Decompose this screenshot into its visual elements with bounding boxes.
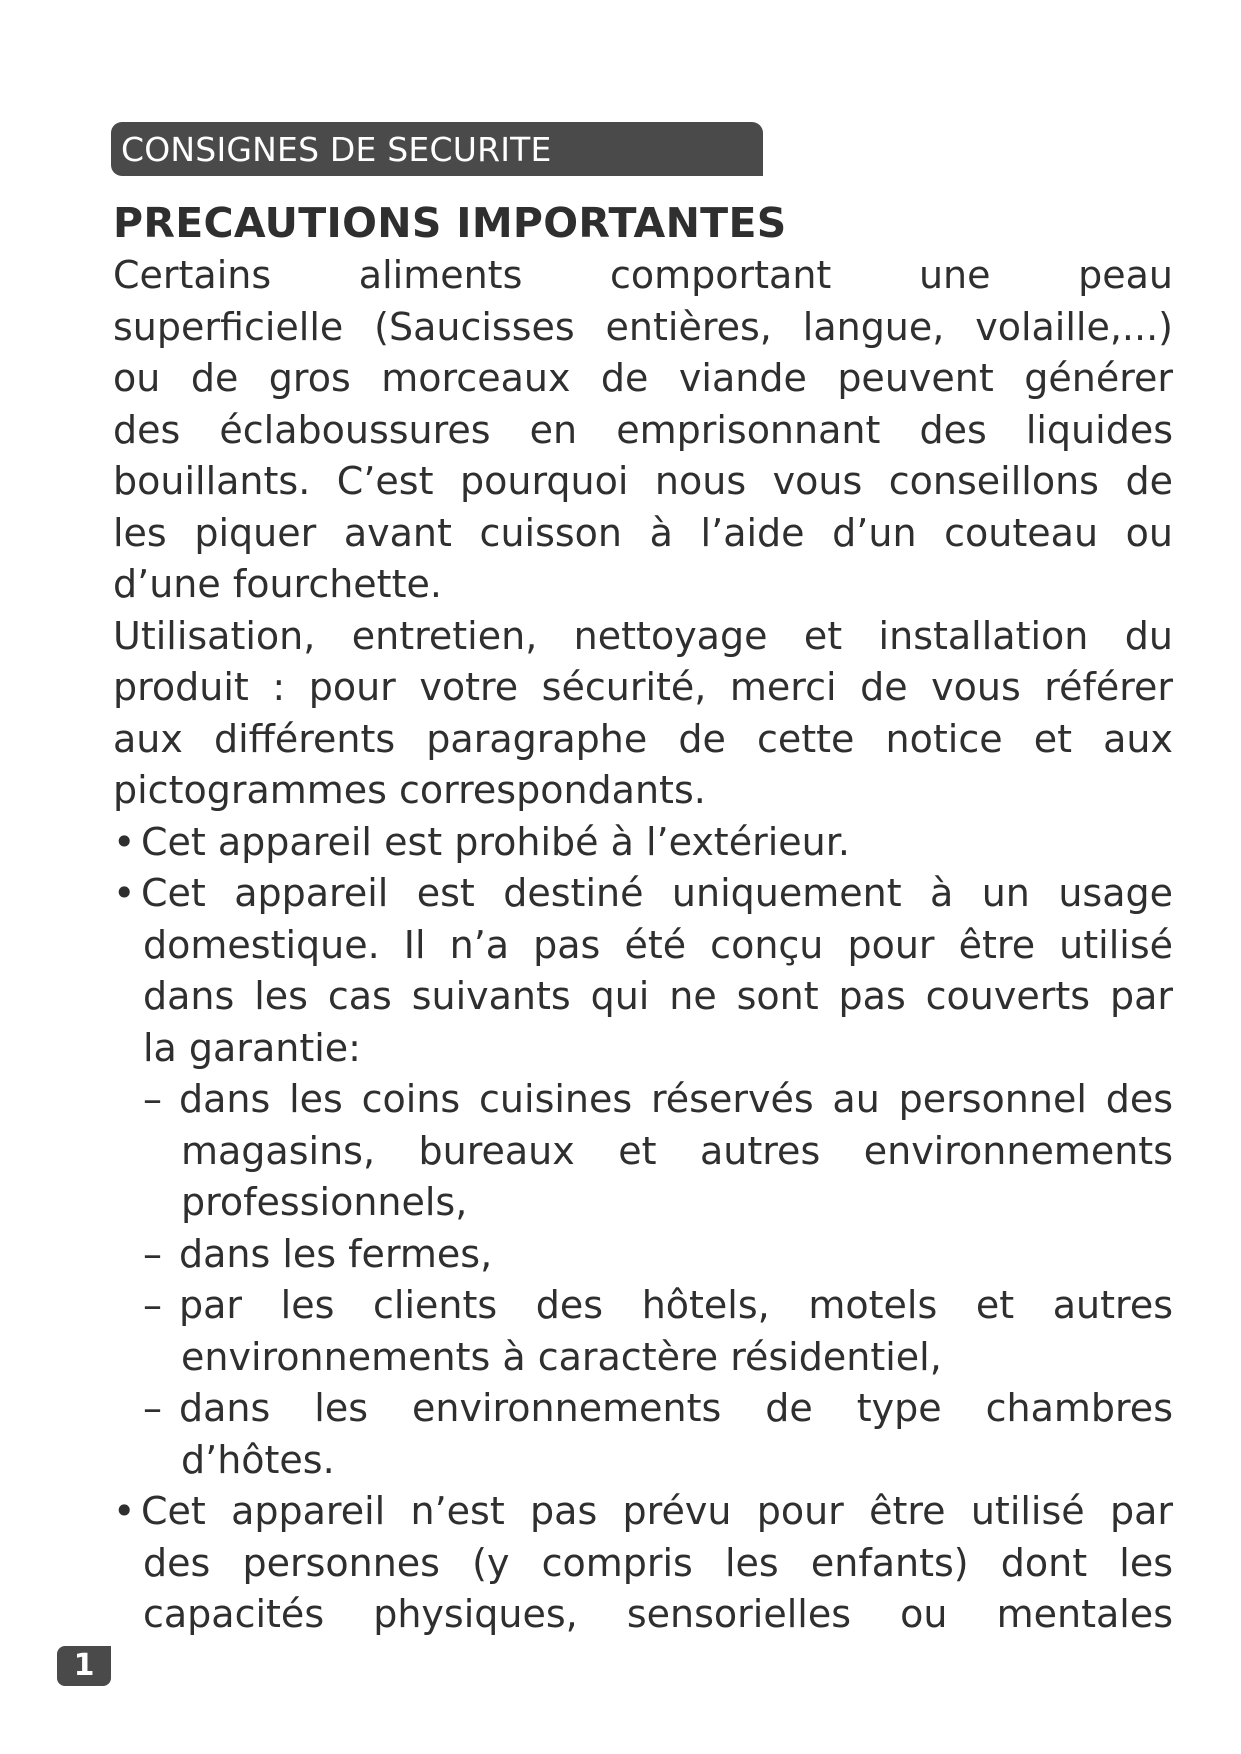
dash-item-farms	[143, 1229, 1173, 1281]
document-body	[113, 196, 1173, 1641]
text-line: d’une fourchette.	[113, 562, 442, 606]
text-line: dans les fermes,	[179, 1231, 493, 1276]
page-title: PRECAUTIONS IMPORTANTES	[113, 199, 787, 247]
text-line: environnements à caractère résidentiel,	[181, 1334, 942, 1379]
text-line: superficielle (Saucisses entières, langue, volaille,...)	[113, 304, 1173, 349]
text-line: Cet appareil est destiné uniquement à un usage	[141, 871, 1173, 915]
text-line: dans les coins cuisines réservés au personnel des	[179, 1077, 1173, 1121]
usage-paragraph	[113, 611, 1173, 817]
dash-mark: –	[143, 1386, 162, 1430]
intro-paragraph	[113, 250, 1173, 611]
text-line: produit : pour votre sécurité, merci de vous référer	[113, 665, 1173, 709]
bullet-mark: •	[113, 1489, 136, 1533]
text-line: ou de gros morceaux de viande peuvent générer	[113, 356, 1173, 400]
text-line: dans les environnements de type chambres	[179, 1386, 1173, 1430]
dash-item-staff-kitchens	[143, 1074, 1173, 1229]
bullet-item-domestic-use	[113, 868, 1173, 1486]
text-line: Utilisation, entretien, nettoyage et installation du	[113, 613, 1173, 658]
text-line: d’hôtes.	[181, 1437, 335, 1482]
dash-item-guest-houses	[143, 1383, 1173, 1486]
text-line: aux différents paragraphe de cette notice et aux	[113, 716, 1173, 761]
dash-mark: –	[143, 1283, 162, 1327]
page-number: 1	[73, 1648, 95, 1683]
bullet-item-reduced-capacities	[113, 1486, 1173, 1641]
page-number-badge	[57, 1646, 111, 1686]
text-line: Certains aliments comportant une peau	[113, 253, 1173, 297]
text-line: magasins, bureaux et autres environnements	[181, 1128, 1173, 1173]
text-line: des éclaboussures en emprisonnant des liquides	[113, 407, 1173, 452]
text-line: capacités physiques, sensorielles ou mentales	[143, 1592, 1173, 1636]
bullet-item-outdoor	[113, 817, 1173, 869]
text-line: dans les cas suivants qui ne sont pas couverts par	[143, 974, 1173, 1018]
dash-mark: –	[143, 1077, 162, 1121]
text-line: les piquer avant cuisson à l’aide d’un couteau ou	[113, 510, 1173, 555]
section-label: CONSIGNES DE SECURITE	[121, 129, 552, 169]
text-line: des personnes (y compris les enfants) dont les	[143, 1540, 1173, 1585]
bullet-mark: •	[113, 871, 136, 915]
text-line: professionnels,	[181, 1180, 468, 1224]
dash-mark: –	[143, 1231, 162, 1276]
text-line: la garantie:	[143, 1025, 361, 1070]
dash-item-hotel-clients	[143, 1280, 1173, 1383]
bullet-mark: •	[113, 819, 136, 864]
section-banner	[111, 122, 763, 176]
text-line: Cet appareil n’est pas prévu pour être utilisé par	[141, 1489, 1173, 1533]
text-line: domestique. Il n’a pas été conçu pour être utilisé	[143, 922, 1173, 967]
text-line: pictogrammes correspondants.	[113, 768, 706, 812]
text-line: par les clients des hôtels, motels et autres	[179, 1283, 1173, 1327]
text-line: Cet appareil est prohibé à l’extérieur.	[141, 819, 850, 864]
text-line: bouillants. C’est pourquoi nous vous conseillons de	[113, 459, 1173, 503]
